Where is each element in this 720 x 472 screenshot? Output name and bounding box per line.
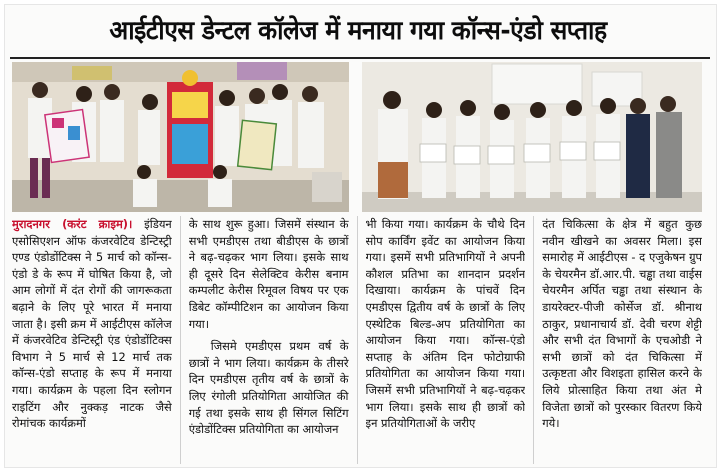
article-column-1 <box>12 216 172 464</box>
column-divider <box>180 216 181 464</box>
photo-students-with-posters <box>12 62 349 212</box>
article-column-4 <box>542 216 702 464</box>
dateline: मुरादनगर (करंट क्राइम)। <box>12 217 133 231</box>
article-column-2 <box>189 216 349 464</box>
col4-paragraph-1: दंत चिकित्सा के क्षेत्र में बहुत कुछ नवीन खीखने का अवसर मिला। इस समारोह में आईटीएस - द एजुकेषन ग्रुप के चेयरमैन डॉ.आर.पी. चड्ढा तथा वाईस चेयरमैन अर्पित चड्ढा तथा संस्थान के डायरेक्टर-पीजी कोर्सेज डॉ. श्रीनाथ ठाकुर, प्रधानाचार्य डॉ. देवी चरण शेट्टी और सभी दंत विभागों के एचओडी ने सभी छात्रों को दंत चिकित्सा में उत्कृष्टता और विशइता हासिल करने के लिये प्रोत्साहित किया तथा अंत मे विजेता छात्रों को पुरस्कार वितरण किये गये। <box>542 217 702 431</box>
col3-paragraph-1: भी किया गया। कार्यक्रम के चौथे दिन सोप कार्विंग इवेंट का आयोजन किया गया। इसमें सभी प्रतिभागियों ने अपनी कौशल प्रतिभा का शानदान प्रदर्शन दिखाया। कार्यक्रम के पांचवें दिन एमडीएस द्वितीय वर्ष के छात्रों के लिए एस्थेटिक बिल्ड-अप प्रतियोगिता का आयोजन किया गया। कॉन्स-एंडो सप्ताह के अंतिम दिन फोटोग्राफी प्रतियोगिता का आयोजन किया गया। जिसमें सभी प्रतिभागियों ने बढ़-चढ़कर भाग लिया। इसके साथ ही छात्रों को इन प्रतियोगिताओं के जरीए <box>365 217 526 431</box>
article-column-3 <box>366 216 526 464</box>
col1-lead-text: इंडियन एसोसिएशन ऑफ कंजरवेटिव डेन्टिस्ट्री एण्ड एंडोडोंटिक्स ने 5 मार्च को कॉन्स-एंडो डे के रूप में घोषित किया है, जो आम लोगों में दंत रोगों की जागरूकता बढ़ाने के लिए पूरे भारत में मनाया जाता है। इसी क्रम में आईटीएस कॉलेज में कंजरवेटिव डेन्टिस्ट्री एंड एंडोडोंटिक्स विभाग ने 5 मार्च से 12 मार्च तक कॉन्स-एंडो सप्ताह के रूप में मनाया गया। कार्यक्रम के पहला दिन स्लोगन राइटिंग और नुक्कड़ नाटक जैसे रोमांचक कार्यक्रमों <box>12 217 172 431</box>
column-divider <box>533 216 534 464</box>
photo-students-with-certificates <box>362 62 702 212</box>
col2-paragraph-2: जिसमे एमडीएस प्रथम वर्ष के छात्रों ने भाग लिया। कार्यक्रम के तीसरे दिन एमडीएस तृतीय वर्ष के छात्रों के लिए रंगोली प्रतियोगिता आयोजित की गई तथा इसके साथ ही सिंगल सिटिंग एंडोडोंटिक्स प्रतियोगिता का आयोजन <box>188 339 349 437</box>
article-columns <box>12 216 702 464</box>
col2-paragraph-1: के साथ शुरू हुआ। जिसमें संस्थान के सभी एमडीएस तथा बीडीएस के छात्रों ने बढ़-चढ़कर भाग लिया। इसके साथ ही दूसरे दिन सेलेक्टिव केरीस बनाम कम्पलीट केरीस रिमूवल विषय पर एक डिबेट कॉम्पीटिशन का आयोजन किया गया। <box>188 217 349 331</box>
column-divider <box>357 216 358 464</box>
headline-rule <box>10 57 710 59</box>
headline: आईटीएस डेन्टल कॉलेज में मनाया गया कॉन्स-एंडो सप्ताह <box>109 16 607 46</box>
